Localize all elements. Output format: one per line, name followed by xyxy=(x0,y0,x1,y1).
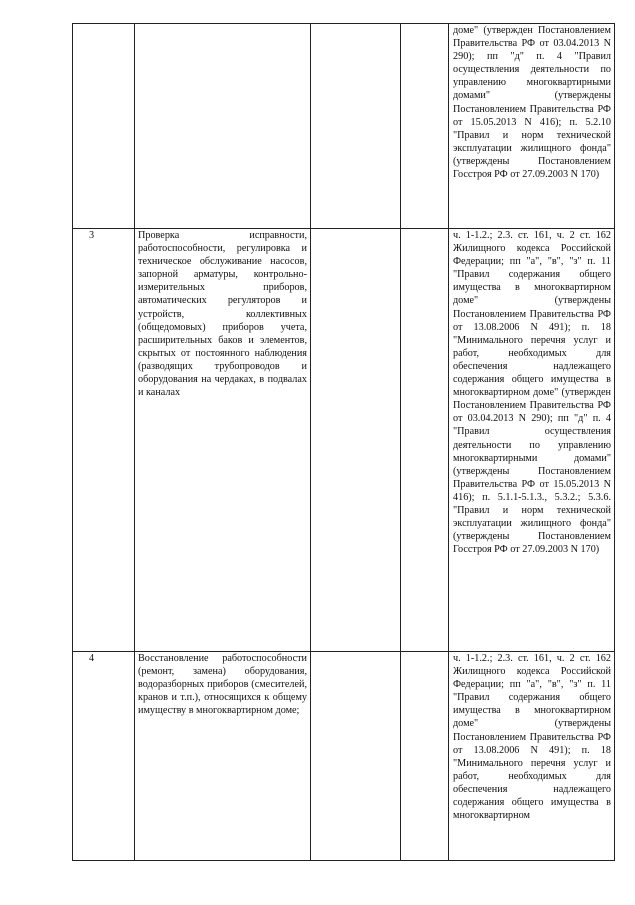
empty-cell xyxy=(311,24,401,229)
empty-cell xyxy=(311,652,401,861)
legal-basis: ч. 1-1.2.; 2.3. ст. 161, ч. 2 ст. 162 Жилищного кодекса Российской Федерации; пп "а", "в", "з" п. 11 "Правил содержания общего имущества в многоквартирном доме" (утверждены Постановлением Правительства РФ от 13.08.2006 N 491); п. 18 "Минимального перечня услуг и работ, необходимых для обеспечения надлежащего содержания общего имущества в многоквартирном xyxy=(449,652,615,861)
legal-basis: ч. 1-1.2.; 2.3. ст. 161, ч. 2 ст. 162 Жилищного кодекса Российской Федерации; пп "а", "в", "з" п. 11 "Правил содержания общего имущества в многоквартирном доме" (утверждены Постановлением Правительства РФ от 13.08.2006 N 491); п. 18 "Минимального перечня услуг и работ, необходимых для обеспечения надлежащего содержания общего имущества в многоквартирном доме" (утвержден Постановлением Правительства РФ от 03.04.2013 N 290); пп "д" п. 4 "Правил осуществления деятельности по управлению многоквартирными домами" (утверждены Постановлением Правительства РФ от 15.05.2013 N 416); п. 5.1.1-5.1.3., 5.3.2.; 5.3.6. "Правил и норм технической эксплуатации жилищного фонда" (утверждены Постановлением Госстроя РФ от 27.09.2003 N 170) xyxy=(449,229,615,652)
row-number xyxy=(73,24,135,229)
row-number: 3 xyxy=(73,229,135,652)
table-row xyxy=(73,229,615,652)
table-row xyxy=(73,652,615,861)
empty-cell xyxy=(401,24,449,229)
empty-cell xyxy=(311,229,401,652)
table-row xyxy=(73,24,615,229)
empty-cell xyxy=(401,229,449,652)
legal-basis: доме" (утвержден Постановлением Правительства РФ от 03.04.2013 N 290); пп "д" п. 4 "Правил осуществления деятельности по управлению многоквартирными домами" (утверждены Постановлением Правительства РФ от 15.05.2013 N 416); п. 5.2.10 "Правил и норм технической эксплуатации жилищного фонда" (утверждены Постановлением Госстроя РФ от 27.09.2003 N 170) xyxy=(449,24,615,229)
empty-cell xyxy=(401,652,449,861)
services-table xyxy=(72,23,615,861)
work-description: Проверка исправности, работоспособности, регулировка и техническое обслуживание насосов, запорной арматуры, контрольно-измерительных приборов, автоматических регуляторов и устройств, коллективных (общедомовых) приборов учета, расширительных баков и элементов, скрытых от постоянного наблюдения (разводящих трубопроводов и оборудования на чердаках, в подвалах и каналах xyxy=(135,229,311,652)
work-description xyxy=(135,24,311,229)
work-description: Восстановление работоспособности (ремонт, замена) оборудования, водоразборных приборов (смесителей, кранов и т.п.), относящихся к общему имуществу в многоквартирном доме; xyxy=(135,652,311,861)
row-number: 4 xyxy=(73,652,135,861)
